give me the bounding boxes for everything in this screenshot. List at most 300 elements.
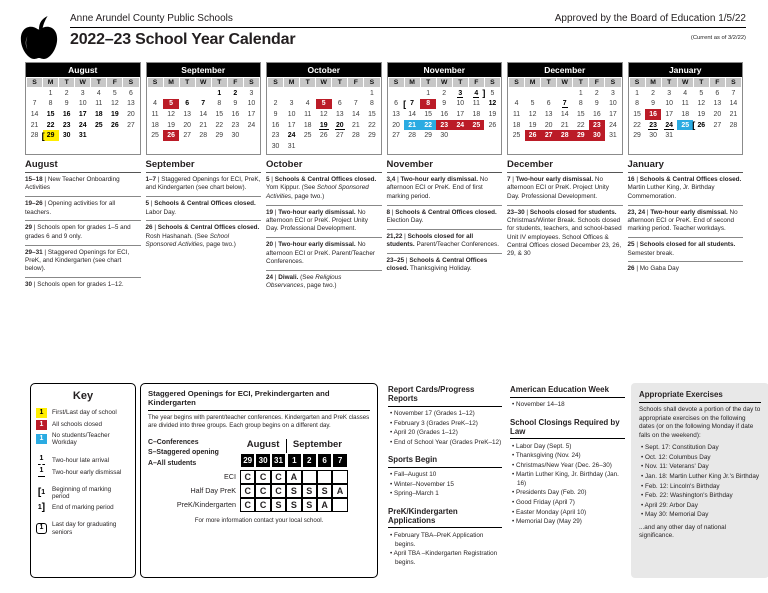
day-number: 21 <box>199 121 208 129</box>
note-text: Schools & Central Offices closed. <box>157 224 260 232</box>
key-item-label: No students/Teacher Workday <box>52 432 110 447</box>
day-number: 30 <box>62 132 71 140</box>
day-number: 28 <box>199 132 208 140</box>
day-number: 6 <box>337 100 342 108</box>
calendar-october <box>266 62 382 155</box>
day-number: 23 <box>231 121 240 129</box>
calendar-note <box>146 173 262 197</box>
staggered-day-column: 2 <box>302 453 317 468</box>
calendar-grid <box>629 77 743 152</box>
day-cell <box>211 88 227 99</box>
info-section <box>388 507 502 567</box>
day-cell <box>179 120 195 131</box>
day-cell <box>163 120 179 131</box>
day-number: 30 <box>271 142 280 150</box>
day-header-cell: S <box>509 77 525 88</box>
day-cell <box>573 141 589 152</box>
day-cell <box>75 109 91 120</box>
day-cell <box>227 99 243 110</box>
day-number: 14 <box>352 110 360 118</box>
day-number: 6 <box>185 100 190 108</box>
day-cell <box>709 109 725 120</box>
key-item <box>36 408 130 418</box>
day-cell <box>147 88 163 99</box>
day-cell <box>284 141 300 152</box>
day-header-cell: T <box>661 77 677 88</box>
day-number: 21 <box>30 121 39 129</box>
day-header-cell: T <box>541 77 557 88</box>
notes-january <box>628 159 744 294</box>
bullet-item: • Winter–November 15 <box>390 480 454 488</box>
bullet-item: • Christmas/New Year (Dec. 26–30) <box>512 461 612 469</box>
day-cell <box>605 130 621 141</box>
day-number: 16 <box>231 110 240 118</box>
day-number: 17 <box>247 110 256 118</box>
day-header-cell: S <box>725 77 741 88</box>
bullet-item: • Oct. 12: Columbus Day <box>641 453 711 461</box>
day-header-row <box>147 77 260 88</box>
calendar-week-row <box>629 109 742 120</box>
day-number: 12 <box>167 110 175 118</box>
day-number: 10 <box>78 100 87 108</box>
day-number: 9 <box>64 100 69 108</box>
notes-month-heading: August <box>25 159 141 173</box>
day-number: 1 <box>217 89 222 97</box>
day-cell <box>484 109 500 120</box>
day-number: 26 <box>488 121 497 129</box>
calendar-week-row <box>27 141 140 152</box>
bullet-item: • April TBA –Kindergarten Registration begins. <box>390 550 498 566</box>
day-cell <box>525 141 541 152</box>
day-cell <box>107 88 123 99</box>
section-heading: American Education Week <box>510 385 625 398</box>
note-text: Diwali. <box>278 273 299 281</box>
open-bracket-glyph: [ <box>37 487 42 499</box>
calendar-note <box>25 246 141 279</box>
day-cell <box>75 99 91 110</box>
header-text-block <box>70 13 746 49</box>
day-cell <box>677 109 693 120</box>
note-date: 16 <box>627 176 635 183</box>
calendar-week-row <box>147 141 260 152</box>
day-cell <box>388 120 404 131</box>
info-column <box>508 383 627 578</box>
day-cell <box>484 99 500 110</box>
day-cell <box>725 130 741 141</box>
day-header-cell: W <box>195 77 211 88</box>
day-cell <box>468 130 484 141</box>
day-cell <box>589 120 605 131</box>
staggered-day-column: 31 <box>271 453 286 468</box>
day-number: 14 <box>199 110 208 118</box>
day-number: 6 <box>715 89 720 97</box>
begin-marking-period-bracket: [ <box>692 119 696 130</box>
staggered-cell: S <box>286 484 301 498</box>
day-number: 6 <box>546 100 551 108</box>
begin-marking-period-bracket: [ <box>403 98 407 109</box>
key-item <box>36 503 130 513</box>
day-header-cell: S <box>388 77 404 88</box>
day-number: 28 <box>560 132 569 140</box>
begin-marking-period-bracket: [ <box>41 130 45 141</box>
day-cell <box>645 130 661 141</box>
day-number: 7 <box>731 89 736 97</box>
day-number: 4 <box>514 100 519 108</box>
note-date: 15–18 <box>25 176 43 183</box>
day-number: 17 <box>78 110 87 118</box>
calendar-week-row <box>629 130 742 141</box>
note-text: School Sponsored Activities <box>145 232 230 249</box>
bullet-item: • Presidents Day (Feb. 20) <box>512 489 587 497</box>
day-cell <box>284 120 300 131</box>
day-cell <box>348 109 364 120</box>
staggered-cell: S <box>302 498 317 512</box>
day-number: 27 <box>183 132 191 140</box>
day-cell <box>284 88 300 99</box>
day-cell <box>388 88 404 99</box>
day-number: 14 <box>729 100 738 108</box>
staggered-cell: S <box>271 498 286 512</box>
day-cell <box>75 130 91 141</box>
day-number: 8 <box>578 100 583 108</box>
day-cell <box>163 141 179 152</box>
note-text: No afternoon ECI or PreK. End of second marking period. Teacher workdays. <box>627 208 738 233</box>
note-text: Schools closed for all students. <box>639 241 736 249</box>
calendar-week-row <box>268 120 381 131</box>
day-cell <box>91 109 107 120</box>
day-cell <box>91 88 107 99</box>
day-cell <box>332 141 348 152</box>
day-cell <box>388 109 404 120</box>
calendar-note <box>387 206 503 230</box>
calendar-week-row <box>629 99 742 110</box>
calendar-week-row <box>268 141 381 152</box>
staggered-cell: C <box>255 484 270 498</box>
day-cell <box>388 141 404 152</box>
note-separator: | <box>273 273 279 281</box>
day-cell <box>541 120 557 131</box>
info-columns <box>382 383 768 578</box>
day-number: 27 <box>392 132 400 140</box>
calendar-note <box>25 221 141 245</box>
staggered-cell: C <box>271 484 286 498</box>
notes-month-heading: January <box>628 159 744 173</box>
day-cell <box>147 109 163 120</box>
day-number: 3 <box>289 100 294 108</box>
note-separator: | <box>390 208 396 216</box>
day-cell <box>107 99 123 110</box>
key-item-label: Last day for graduating seniors <box>52 521 117 536</box>
note-date: 25 <box>627 241 635 249</box>
close-bracket-glyph: ] <box>41 501 46 513</box>
bullet-item: • Sept. 17: Constitution Day <box>641 444 719 452</box>
day-cell <box>43 141 59 152</box>
note-text: Schools open for grades 1–12. <box>37 281 124 289</box>
calendar-note <box>146 197 262 221</box>
day-number: 26 <box>167 132 175 140</box>
day-header-cell: M <box>284 77 300 88</box>
staggered-cell <box>332 498 347 512</box>
day-cell <box>211 99 227 110</box>
day-number: 3 <box>458 89 463 97</box>
day-header-cell: W <box>557 77 573 88</box>
mini-calendars <box>25 62 743 155</box>
day-number: 7 <box>32 100 37 108</box>
day-number: 28 <box>30 132 39 140</box>
info-section <box>510 385 625 410</box>
day-number: 21 <box>560 121 569 129</box>
notes-month-heading: November <box>387 159 503 173</box>
note-text: No afternoon ECI or PreK. Parent/Teacher Conferences. <box>266 241 375 265</box>
day-cell <box>179 141 195 152</box>
day-cell <box>509 99 525 110</box>
day-cell <box>645 120 661 131</box>
calendar-grid <box>147 77 261 152</box>
day-cell <box>452 99 468 110</box>
staggered-table <box>148 438 370 512</box>
day-number: 10 <box>456 100 465 108</box>
day-header-cell: S <box>243 77 259 88</box>
day-number: 20 <box>335 121 344 129</box>
bullet-item: • Nov. 11: Veterans' Day <box>641 463 709 471</box>
day-number: 29 <box>576 132 585 140</box>
day-cell <box>300 130 316 141</box>
day-cell <box>147 130 163 141</box>
calendar-month-title: November <box>388 63 502 77</box>
day-number: 23 <box>649 121 657 129</box>
day-cell <box>332 130 348 141</box>
day-header-cell: T <box>420 77 436 88</box>
note-text: Schools closed for students. <box>529 208 617 216</box>
bullet-item: • Good Friday (April 7) <box>512 498 575 506</box>
day-number: 15 <box>424 110 432 118</box>
day-number: 22 <box>576 121 585 129</box>
day-cell <box>573 88 589 99</box>
graduating-seniors-swatch <box>36 524 47 534</box>
info-section <box>388 385 502 447</box>
day-cell <box>123 99 139 110</box>
day-number: 23 <box>271 132 280 140</box>
key-item-label: Beginning of marking period <box>52 485 112 501</box>
day-number: 15 <box>46 110 55 118</box>
staggered-day-column: 30 <box>255 453 270 468</box>
day-cell <box>589 141 605 152</box>
day-cell <box>541 109 557 120</box>
day-number: 18 <box>681 110 690 118</box>
day-number: 25 <box>151 132 159 140</box>
day-cell <box>509 88 525 99</box>
bullet-item: • April 20 (Grades 1–12) <box>390 429 458 437</box>
day-cell <box>709 120 725 131</box>
day-header-cell: M <box>645 77 661 88</box>
day-cell <box>284 99 300 110</box>
day-number: 5 <box>699 89 704 97</box>
day-number: 26 <box>697 121 706 129</box>
day-number: 3 <box>667 89 672 97</box>
day-cell <box>605 120 621 131</box>
calendar-note <box>25 197 141 221</box>
day-cell <box>43 88 59 99</box>
day-header-cell: T <box>211 77 227 88</box>
day-number: 27 <box>335 132 344 140</box>
day-cell <box>348 88 364 99</box>
day-number: 11 <box>151 110 159 118</box>
day-number: 28 <box>408 132 416 140</box>
day-header-row <box>388 77 501 88</box>
day-number: 1 <box>370 89 374 97</box>
note-date: 3,4 <box>386 176 396 183</box>
day-cell <box>557 109 573 120</box>
note-separator: | <box>634 176 640 183</box>
day-number: 19 <box>111 110 119 118</box>
day-number: 19 <box>319 121 328 129</box>
day-header-cell: S <box>27 77 43 88</box>
day-number: 24 <box>287 132 296 140</box>
day-header-cell: T <box>332 77 348 88</box>
day-number: 2 <box>233 89 238 97</box>
day-cell <box>436 109 452 120</box>
day-number: 18 <box>151 121 159 129</box>
day-cell <box>661 109 677 120</box>
day-number: 28 <box>352 132 360 140</box>
staggered-cell: C <box>240 484 255 498</box>
day-header-cell: T <box>573 77 589 88</box>
day-cell <box>404 130 420 141</box>
day-number: 10 <box>665 100 673 108</box>
key-item <box>36 467 130 477</box>
note-separator: | <box>645 208 651 216</box>
yellow-day-swatch: 1 <box>36 408 47 418</box>
day-header-cell: F <box>589 77 605 88</box>
day-number: 26 <box>319 132 328 140</box>
day-number: 12 <box>488 100 497 108</box>
day-cell <box>693 109 709 120</box>
day-cell <box>468 109 484 120</box>
day-cell <box>605 109 621 120</box>
bullet-item: • Labor Day (Sept. 5) <box>512 442 572 450</box>
cyan-day-swatch: 1 <box>36 434 47 444</box>
day-cell <box>525 130 541 141</box>
day-header-cell: T <box>300 77 316 88</box>
day-number: 18 <box>472 110 481 118</box>
calendar-week-row <box>629 88 742 99</box>
day-number: 29 <box>215 132 224 140</box>
day-number: 7 <box>201 100 206 108</box>
staggered-intro: The year begins with parent/teacher conferences. Kindergarten and PreK classes are divided into three groups. Each group begins on a different day. <box>148 413 370 429</box>
day-cell <box>59 109 75 120</box>
note-date: 1–7 <box>145 176 157 183</box>
day-cell <box>179 130 195 141</box>
day-cell <box>484 141 500 152</box>
note-date: 19–26 <box>25 200 43 208</box>
staggered-cell: S <box>317 484 332 498</box>
info-column <box>382 383 504 578</box>
day-cell <box>243 99 259 110</box>
day-cell <box>525 99 541 110</box>
day-number: 1 <box>48 89 53 97</box>
staggered-day-column: 1 <box>286 453 301 468</box>
day-cell <box>541 99 557 110</box>
day-cell <box>525 109 541 120</box>
day-cell <box>179 99 195 110</box>
day-header-row <box>629 77 742 88</box>
day-cell <box>452 88 468 99</box>
day-cell <box>661 120 677 131</box>
day-cell <box>557 141 573 152</box>
day-cell <box>27 120 43 131</box>
note-text: Martin Luther King, Jr. Birthday Commemoration. <box>627 184 715 200</box>
calendar-month-title: September <box>147 63 261 77</box>
calendar-note <box>628 206 744 239</box>
calendar-note <box>628 238 744 262</box>
day-number: 18 <box>94 110 103 118</box>
day-cell <box>725 120 741 131</box>
note-text: Thanksgiving Holiday. <box>408 265 472 273</box>
calendar-month-title: August <box>26 63 140 77</box>
day-header-cell: F <box>709 77 725 88</box>
day-cell <box>107 130 123 141</box>
day-cell <box>677 119 696 131</box>
day-cell <box>43 99 59 110</box>
key-items <box>36 408 130 536</box>
day-number: 31 <box>78 132 87 140</box>
day-number: 13 <box>544 110 553 118</box>
day-number: 2 <box>442 89 447 97</box>
notes-december <box>507 159 623 294</box>
day-cell <box>605 141 621 152</box>
day-cell <box>420 120 436 131</box>
note-text: Two-hour early dismissal. <box>515 176 594 183</box>
day-number: 15 <box>576 110 585 118</box>
day-number: 30 <box>231 132 240 140</box>
day-cell <box>195 99 211 110</box>
day-cell <box>59 141 75 152</box>
day-cell <box>693 141 709 152</box>
day-header-cell: S <box>147 77 163 88</box>
note-separator: | <box>149 200 155 208</box>
staggered-row-label: PreK/Kindergarten <box>176 499 236 509</box>
day-number: 25 <box>472 121 481 129</box>
day-cell <box>573 99 589 110</box>
staggered-cell: A <box>286 470 301 484</box>
day-cell <box>468 120 484 131</box>
day-header-cell: T <box>179 77 195 88</box>
day-cell <box>43 120 59 131</box>
day-cell <box>348 130 364 141</box>
day-cell <box>725 88 741 99</box>
day-number: 17 <box>665 110 673 118</box>
day-number: 24 <box>247 121 256 129</box>
calendar-august <box>25 62 141 155</box>
day-cell <box>163 109 179 120</box>
day-cell <box>388 130 404 141</box>
notes-month-heading: September <box>146 159 262 173</box>
day-cell <box>557 130 573 141</box>
appropriate-exercises-box <box>631 383 768 578</box>
note-text: , page two.) <box>202 241 236 249</box>
section-heading: School Closings Required by Law <box>510 418 625 440</box>
calendar-week-row <box>27 88 140 99</box>
org-name: Anne Arundel County Public Schools <box>70 13 233 24</box>
calendar-january <box>628 62 744 155</box>
day-cell <box>645 109 661 120</box>
day-number: 29 <box>633 132 641 140</box>
note-separator: | <box>156 176 162 183</box>
day-number: 11 <box>472 100 480 108</box>
calendar-week-row <box>147 88 260 99</box>
day-cell <box>316 99 332 110</box>
day-number: 30 <box>440 132 449 140</box>
